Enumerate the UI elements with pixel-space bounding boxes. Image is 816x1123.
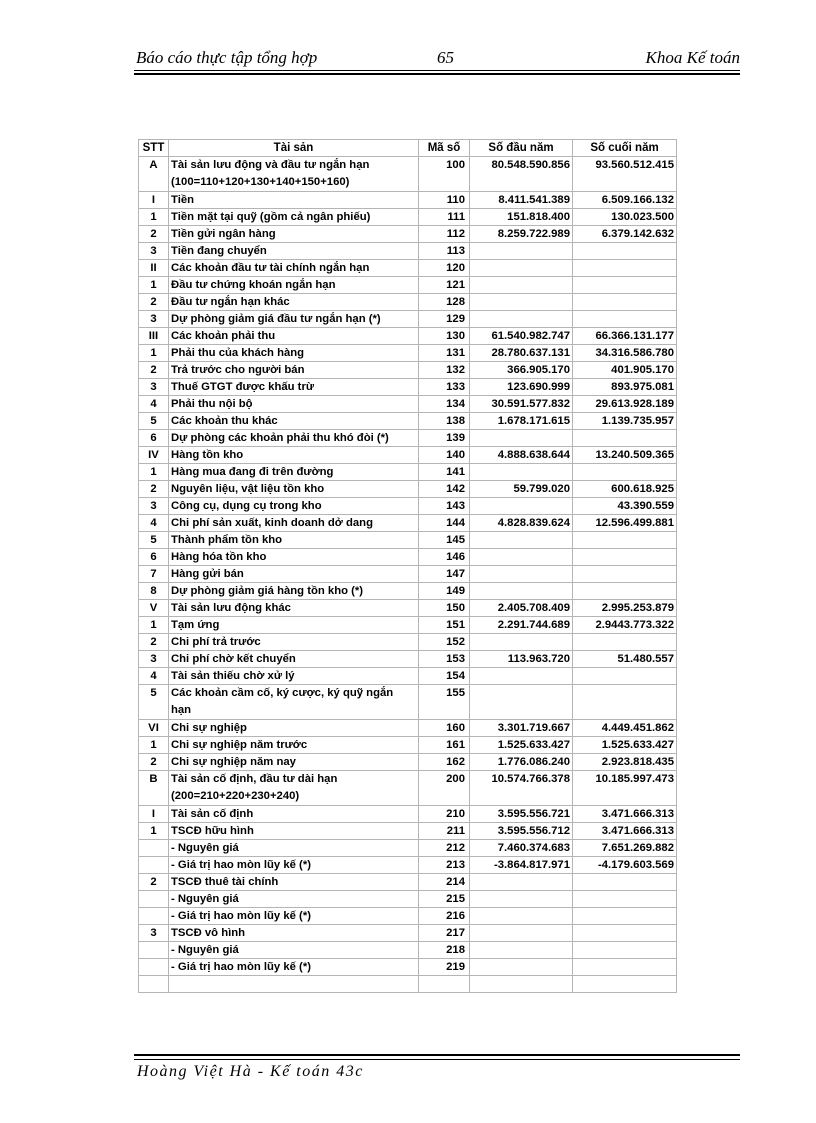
table-row	[139, 243, 677, 260]
row-end-of-year-value: 12.596.499.881	[573, 515, 677, 532]
row-end-of-year-value: 4.449.451.862	[573, 720, 677, 737]
row-end-of-year-value	[573, 464, 677, 481]
row-stt: 3	[139, 651, 169, 668]
row-code: 121	[419, 277, 470, 294]
row-stt: 3	[139, 243, 169, 260]
row-start-of-year-value	[470, 277, 573, 294]
row-end-of-year-value	[573, 566, 677, 583]
row-stt: 4	[139, 396, 169, 413]
row-code	[419, 976, 470, 993]
row-start-of-year-value	[470, 566, 573, 583]
table-row	[139, 413, 677, 430]
row-end-of-year-value	[573, 668, 677, 685]
table-row	[139, 685, 677, 720]
row-code: 155	[419, 685, 470, 720]
row-start-of-year-value: 3.301.719.667	[470, 720, 573, 737]
row-code: 150	[419, 600, 470, 617]
row-code: 145	[419, 532, 470, 549]
row-end-of-year-value: 6.379.142.632	[573, 226, 677, 243]
row-start-of-year-value	[470, 959, 573, 976]
row-code: 100	[419, 157, 470, 192]
row-end-of-year-value	[573, 277, 677, 294]
table-row	[139, 192, 677, 209]
row-stt	[139, 857, 169, 874]
row-asset-name: Hàng mua đang đi trên đường	[169, 464, 419, 481]
header-page-number: 65	[437, 48, 454, 67]
row-stt: 5	[139, 413, 169, 430]
row-code: 210	[419, 806, 470, 823]
row-start-of-year-value	[470, 549, 573, 566]
row-stt: I	[139, 806, 169, 823]
table-row	[139, 566, 677, 583]
row-end-of-year-value: 93.560.512.415	[573, 157, 677, 192]
row-end-of-year-value: 1.525.633.427	[573, 737, 677, 754]
row-asset-name: Phải thu nội bộ	[169, 396, 419, 413]
row-asset-name: Đầu tư ngắn hạn khác	[169, 294, 419, 311]
row-asset-name: Tài sản thiếu chờ xử lý	[169, 668, 419, 685]
table-row	[139, 754, 677, 771]
row-code: 133	[419, 379, 470, 396]
table-row	[139, 481, 677, 498]
row-start-of-year-value: 4.888.638.644	[470, 447, 573, 464]
table-body	[139, 157, 677, 993]
row-asset-name: Tiền gửi ngân hàng	[169, 226, 419, 243]
row-start-of-year-value: 61.540.982.747	[470, 328, 573, 345]
row-stt: 6	[139, 430, 169, 447]
row-code: 144	[419, 515, 470, 532]
table-row	[139, 294, 677, 311]
column-header-asset: Tài sản	[169, 140, 419, 157]
row-end-of-year-value	[573, 294, 677, 311]
balance-sheet-table	[138, 139, 677, 993]
row-end-of-year-value	[573, 908, 677, 925]
row-stt: 2	[139, 226, 169, 243]
row-code: 215	[419, 891, 470, 908]
row-start-of-year-value	[470, 668, 573, 685]
row-start-of-year-value	[470, 976, 573, 993]
row-asset-name: Dự phòng giảm giá đầu tư ngắn hạn (*)	[169, 311, 419, 328]
table-row	[139, 600, 677, 617]
row-end-of-year-value	[573, 976, 677, 993]
row-code: 200	[419, 771, 470, 806]
row-code: 149	[419, 583, 470, 600]
table-row	[139, 737, 677, 754]
row-asset-name: Trả trước cho người bán	[169, 362, 419, 379]
row-end-of-year-value: 2.923.818.435	[573, 754, 677, 771]
row-start-of-year-value: 7.460.374.683	[470, 840, 573, 857]
table-row	[139, 874, 677, 891]
row-asset-name: - Nguyên giá	[169, 891, 419, 908]
row-asset-name: Công cụ, dụng cụ trong kho	[169, 498, 419, 515]
row-start-of-year-value	[470, 891, 573, 908]
row-code: 113	[419, 243, 470, 260]
row-end-of-year-value: 130.023.500	[573, 209, 677, 226]
row-stt: 4	[139, 515, 169, 532]
row-end-of-year-value	[573, 942, 677, 959]
row-asset-name: Đầu tư chứng khoán ngắn hạn	[169, 277, 419, 294]
row-asset-name: Chi phí sản xuất, kinh doanh dở dang	[169, 515, 419, 532]
table-row	[139, 328, 677, 345]
row-start-of-year-value	[470, 908, 573, 925]
row-stt	[139, 942, 169, 959]
row-asset-name: Các khoản đầu tư tài chính ngắn hạn	[169, 260, 419, 277]
row-start-of-year-value: 3.595.556.721	[470, 806, 573, 823]
table-row	[139, 532, 677, 549]
table-row	[139, 771, 677, 806]
row-asset-name: TSCĐ vô hình	[169, 925, 419, 942]
row-start-of-year-value	[470, 532, 573, 549]
header-rule-thin	[134, 70, 740, 71]
table-row	[139, 209, 677, 226]
table-row	[139, 668, 677, 685]
row-stt: 1	[139, 823, 169, 840]
row-asset-name: Tiền đang chuyển	[169, 243, 419, 260]
table-row	[139, 651, 677, 668]
row-end-of-year-value	[573, 891, 677, 908]
row-asset-name: Phải thu của khách hàng	[169, 345, 419, 362]
row-stt	[139, 959, 169, 976]
table-row	[139, 311, 677, 328]
row-stt: 5	[139, 685, 169, 720]
row-asset-name: Các khoản cầm cố, ký cược, ký quỹ ngắn hạn	[169, 685, 419, 720]
row-end-of-year-value: 401.905.170	[573, 362, 677, 379]
table-row	[139, 345, 677, 362]
table-row	[139, 430, 677, 447]
row-end-of-year-value: 51.480.557	[573, 651, 677, 668]
row-start-of-year-value: 8.259.722.989	[470, 226, 573, 243]
footer-author: Hoàng Việt Hà - Kế toán 43c	[137, 1063, 364, 1080]
footer-rule-thin	[134, 1059, 740, 1060]
table-row	[139, 959, 677, 976]
row-asset-name: Tiền	[169, 192, 419, 209]
row-start-of-year-value: 1.678.171.615	[470, 413, 573, 430]
row-start-of-year-value	[470, 311, 573, 328]
row-end-of-year-value: 10.185.997.473	[573, 771, 677, 806]
row-end-of-year-value: 7.651.269.882	[573, 840, 677, 857]
balance-sheet-table-container	[138, 139, 676, 993]
row-code: 160	[419, 720, 470, 737]
table-row	[139, 464, 677, 481]
row-stt: 2	[139, 634, 169, 651]
row-end-of-year-value	[573, 532, 677, 549]
row-stt: A	[139, 157, 169, 192]
row-asset-name: - Giá trị hao mòn lũy kế (*)	[169, 908, 419, 925]
row-start-of-year-value	[470, 925, 573, 942]
row-asset-name: Nguyên liệu, vật liệu tồn kho	[169, 481, 419, 498]
row-code: 162	[419, 754, 470, 771]
row-stt	[139, 840, 169, 857]
row-stt: 2	[139, 754, 169, 771]
row-stt	[139, 891, 169, 908]
row-code: 152	[419, 634, 470, 651]
row-asset-name: Các khoản thu khác	[169, 413, 419, 430]
row-asset-name: Tiền mặt tại quỹ (gồm cả ngân phiếu)	[169, 209, 419, 226]
row-end-of-year-value	[573, 430, 677, 447]
row-start-of-year-value: 59.799.020	[470, 481, 573, 498]
row-start-of-year-value	[470, 243, 573, 260]
row-asset-name: Chi phí trả trước	[169, 634, 419, 651]
row-end-of-year-value: 34.316.586.780	[573, 345, 677, 362]
row-stt: 1	[139, 277, 169, 294]
row-start-of-year-value	[470, 260, 573, 277]
row-stt: 1	[139, 345, 169, 362]
row-end-of-year-value	[573, 925, 677, 942]
row-end-of-year-value	[573, 874, 677, 891]
row-stt: 1	[139, 617, 169, 634]
table-row	[139, 260, 677, 277]
row-code: 129	[419, 311, 470, 328]
row-asset-name: - Nguyên giá	[169, 942, 419, 959]
table-row	[139, 277, 677, 294]
row-stt: VI	[139, 720, 169, 737]
row-start-of-year-value: 28.780.637.131	[470, 345, 573, 362]
row-code: 212	[419, 840, 470, 857]
table-row	[139, 806, 677, 823]
row-asset-name: Hàng hóa tồn kho	[169, 549, 419, 566]
row-asset-name: Chi sự nghiệp	[169, 720, 419, 737]
row-code: 154	[419, 668, 470, 685]
header-report-title: Báo cáo thực tập tổng hợp	[136, 48, 318, 67]
row-end-of-year-value	[573, 549, 677, 566]
table-row	[139, 891, 677, 908]
row-asset-name: Thuế GTGT được khấu trừ	[169, 379, 419, 396]
row-start-of-year-value: 4.828.839.624	[470, 515, 573, 532]
row-stt: 1	[139, 737, 169, 754]
row-asset-name	[169, 976, 419, 993]
row-asset-name: Tài sản lưu động và đầu tư ngắn hạn (100=110+120+130+140+150+160)	[169, 157, 419, 192]
table-row	[139, 617, 677, 634]
row-end-of-year-value: 3.471.666.313	[573, 823, 677, 840]
row-start-of-year-value	[470, 498, 573, 515]
row-stt: III	[139, 328, 169, 345]
table-row	[139, 942, 677, 959]
header-rule-thick	[134, 73, 740, 75]
table-row	[139, 857, 677, 874]
row-stt: 2	[139, 362, 169, 379]
row-stt	[139, 976, 169, 993]
row-code: 146	[419, 549, 470, 566]
header-department: Khoa Kế toán	[645, 48, 740, 67]
row-code: 143	[419, 498, 470, 515]
row-start-of-year-value	[470, 874, 573, 891]
row-start-of-year-value: 151.818.400	[470, 209, 573, 226]
row-end-of-year-value: 66.366.131.177	[573, 328, 677, 345]
row-code: 120	[419, 260, 470, 277]
row-code: 151	[419, 617, 470, 634]
table-row	[139, 157, 677, 192]
row-asset-name: Tài sản cố định	[169, 806, 419, 823]
row-start-of-year-value: 10.574.766.378	[470, 771, 573, 806]
row-asset-name: Hàng tồn kho	[169, 447, 419, 464]
row-end-of-year-value	[573, 583, 677, 600]
row-stt: 1	[139, 209, 169, 226]
row-end-of-year-value	[573, 685, 677, 720]
row-start-of-year-value: 123.690.999	[470, 379, 573, 396]
table-row	[139, 908, 677, 925]
row-code: 138	[419, 413, 470, 430]
row-code: 211	[419, 823, 470, 840]
row-stt: II	[139, 260, 169, 277]
row-code: 141	[419, 464, 470, 481]
row-code: 219	[419, 959, 470, 976]
row-end-of-year-value: 2.995.253.879	[573, 600, 677, 617]
table-row	[139, 498, 677, 515]
row-asset-name: TSCĐ thuê tài chính	[169, 874, 419, 891]
row-code: 140	[419, 447, 470, 464]
table-row	[139, 634, 677, 651]
row-asset-name: Chi sự nghiệp năm nay	[169, 754, 419, 771]
row-stt: 8	[139, 583, 169, 600]
row-code: 134	[419, 396, 470, 413]
row-code: 130	[419, 328, 470, 345]
row-code: 131	[419, 345, 470, 362]
row-code: 217	[419, 925, 470, 942]
row-code: 111	[419, 209, 470, 226]
row-start-of-year-value: 8.411.541.389	[470, 192, 573, 209]
row-end-of-year-value	[573, 311, 677, 328]
row-code: 213	[419, 857, 470, 874]
row-asset-name: - Nguyên giá	[169, 840, 419, 857]
row-asset-name: TSCĐ hữu hình	[169, 823, 419, 840]
row-asset-name: Các khoản phải thu	[169, 328, 419, 345]
row-start-of-year-value	[470, 430, 573, 447]
table-row	[139, 379, 677, 396]
table-row	[139, 925, 677, 942]
row-code: 147	[419, 566, 470, 583]
row-start-of-year-value: 80.548.590.856	[470, 157, 573, 192]
row-end-of-year-value: 13.240.509.365	[573, 447, 677, 464]
row-stt: 2	[139, 874, 169, 891]
row-code: 218	[419, 942, 470, 959]
row-stt: V	[139, 600, 169, 617]
table-row	[139, 447, 677, 464]
row-stt: I	[139, 192, 169, 209]
row-end-of-year-value: 1.139.735.957	[573, 413, 677, 430]
row-start-of-year-value	[470, 583, 573, 600]
row-start-of-year-value: 2.405.708.409	[470, 600, 573, 617]
row-end-of-year-value: 29.613.928.189	[573, 396, 677, 413]
row-start-of-year-value: -3.864.817.971	[470, 857, 573, 874]
row-stt: 6	[139, 549, 169, 566]
row-asset-name: Tài sản lưu động khác	[169, 600, 419, 617]
row-end-of-year-value: 3.471.666.313	[573, 806, 677, 823]
table-row	[139, 823, 677, 840]
row-stt: 1	[139, 464, 169, 481]
column-header-code: Mã số	[419, 140, 470, 157]
row-end-of-year-value	[573, 243, 677, 260]
table-row	[139, 583, 677, 600]
row-asset-name: Chi phí chờ kết chuyển	[169, 651, 419, 668]
footer-rule-thick	[134, 1054, 740, 1056]
page-header	[134, 48, 740, 70]
column-header-stt: STT	[139, 140, 169, 157]
row-stt: 5	[139, 532, 169, 549]
row-code: 110	[419, 192, 470, 209]
row-stt: 3	[139, 925, 169, 942]
table-row	[139, 362, 677, 379]
row-stt: 4	[139, 668, 169, 685]
table-row	[139, 549, 677, 566]
row-code: 142	[419, 481, 470, 498]
table-row	[139, 396, 677, 413]
row-stt: 2	[139, 481, 169, 498]
row-end-of-year-value: 600.618.925	[573, 481, 677, 498]
row-start-of-year-value: 3.595.556.712	[470, 823, 573, 840]
row-start-of-year-value	[470, 942, 573, 959]
row-stt: 2	[139, 294, 169, 311]
row-asset-name: Dự phòng giảm giá hàng tồn kho (*)	[169, 583, 419, 600]
row-end-of-year-value	[573, 959, 677, 976]
row-start-of-year-value: 366.905.170	[470, 362, 573, 379]
row-asset-name: Thành phẩm tồn kho	[169, 532, 419, 549]
row-start-of-year-value: 30.591.577.832	[470, 396, 573, 413]
row-end-of-year-value	[573, 634, 677, 651]
column-header-start-of-year: Số đầu năm	[470, 140, 573, 157]
row-start-of-year-value	[470, 685, 573, 720]
row-code: 214	[419, 874, 470, 891]
row-start-of-year-value: 1.525.633.427	[470, 737, 573, 754]
row-asset-name: Tạm ứng	[169, 617, 419, 634]
row-stt: 3	[139, 379, 169, 396]
row-stt	[139, 908, 169, 925]
table-row	[139, 976, 677, 993]
row-start-of-year-value	[470, 294, 573, 311]
row-code: 132	[419, 362, 470, 379]
row-end-of-year-value: -4.179.603.569	[573, 857, 677, 874]
row-asset-name: Dự phòng các khoản phải thu khó đòi (*)	[169, 430, 419, 447]
row-stt: IV	[139, 447, 169, 464]
row-code: 153	[419, 651, 470, 668]
row-start-of-year-value: 113.963.720	[470, 651, 573, 668]
row-asset-name: Hàng gửi bán	[169, 566, 419, 583]
row-asset-name: Tài sản cố định, đầu tư dài hạn (200=210+220+230+240)	[169, 771, 419, 806]
row-start-of-year-value	[470, 634, 573, 651]
row-stt: 3	[139, 311, 169, 328]
row-end-of-year-value: 2.9443.773.322	[573, 617, 677, 634]
row-stt: 3	[139, 498, 169, 515]
row-code: 161	[419, 737, 470, 754]
table-row	[139, 226, 677, 243]
table-row	[139, 720, 677, 737]
row-code: 139	[419, 430, 470, 447]
column-header-end-of-year: Số cuối năm	[573, 140, 677, 157]
row-code: 216	[419, 908, 470, 925]
row-start-of-year-value: 1.776.086.240	[470, 754, 573, 771]
row-stt: 7	[139, 566, 169, 583]
table-row	[139, 840, 677, 857]
row-end-of-year-value	[573, 260, 677, 277]
row-code: 128	[419, 294, 470, 311]
row-end-of-year-value: 6.509.166.132	[573, 192, 677, 209]
row-asset-name: - Giá trị hao mòn lũy kế (*)	[169, 959, 419, 976]
table-header-row	[139, 140, 677, 157]
row-asset-name: Chi sự nghiệp năm trước	[169, 737, 419, 754]
row-code: 112	[419, 226, 470, 243]
row-end-of-year-value: 893.975.081	[573, 379, 677, 396]
table-row	[139, 515, 677, 532]
row-asset-name: - Giá trị hao mòn lũy kế (*)	[169, 857, 419, 874]
row-stt: B	[139, 771, 169, 806]
row-start-of-year-value: 2.291.744.689	[470, 617, 573, 634]
row-start-of-year-value	[470, 464, 573, 481]
row-end-of-year-value: 43.390.559	[573, 498, 677, 515]
